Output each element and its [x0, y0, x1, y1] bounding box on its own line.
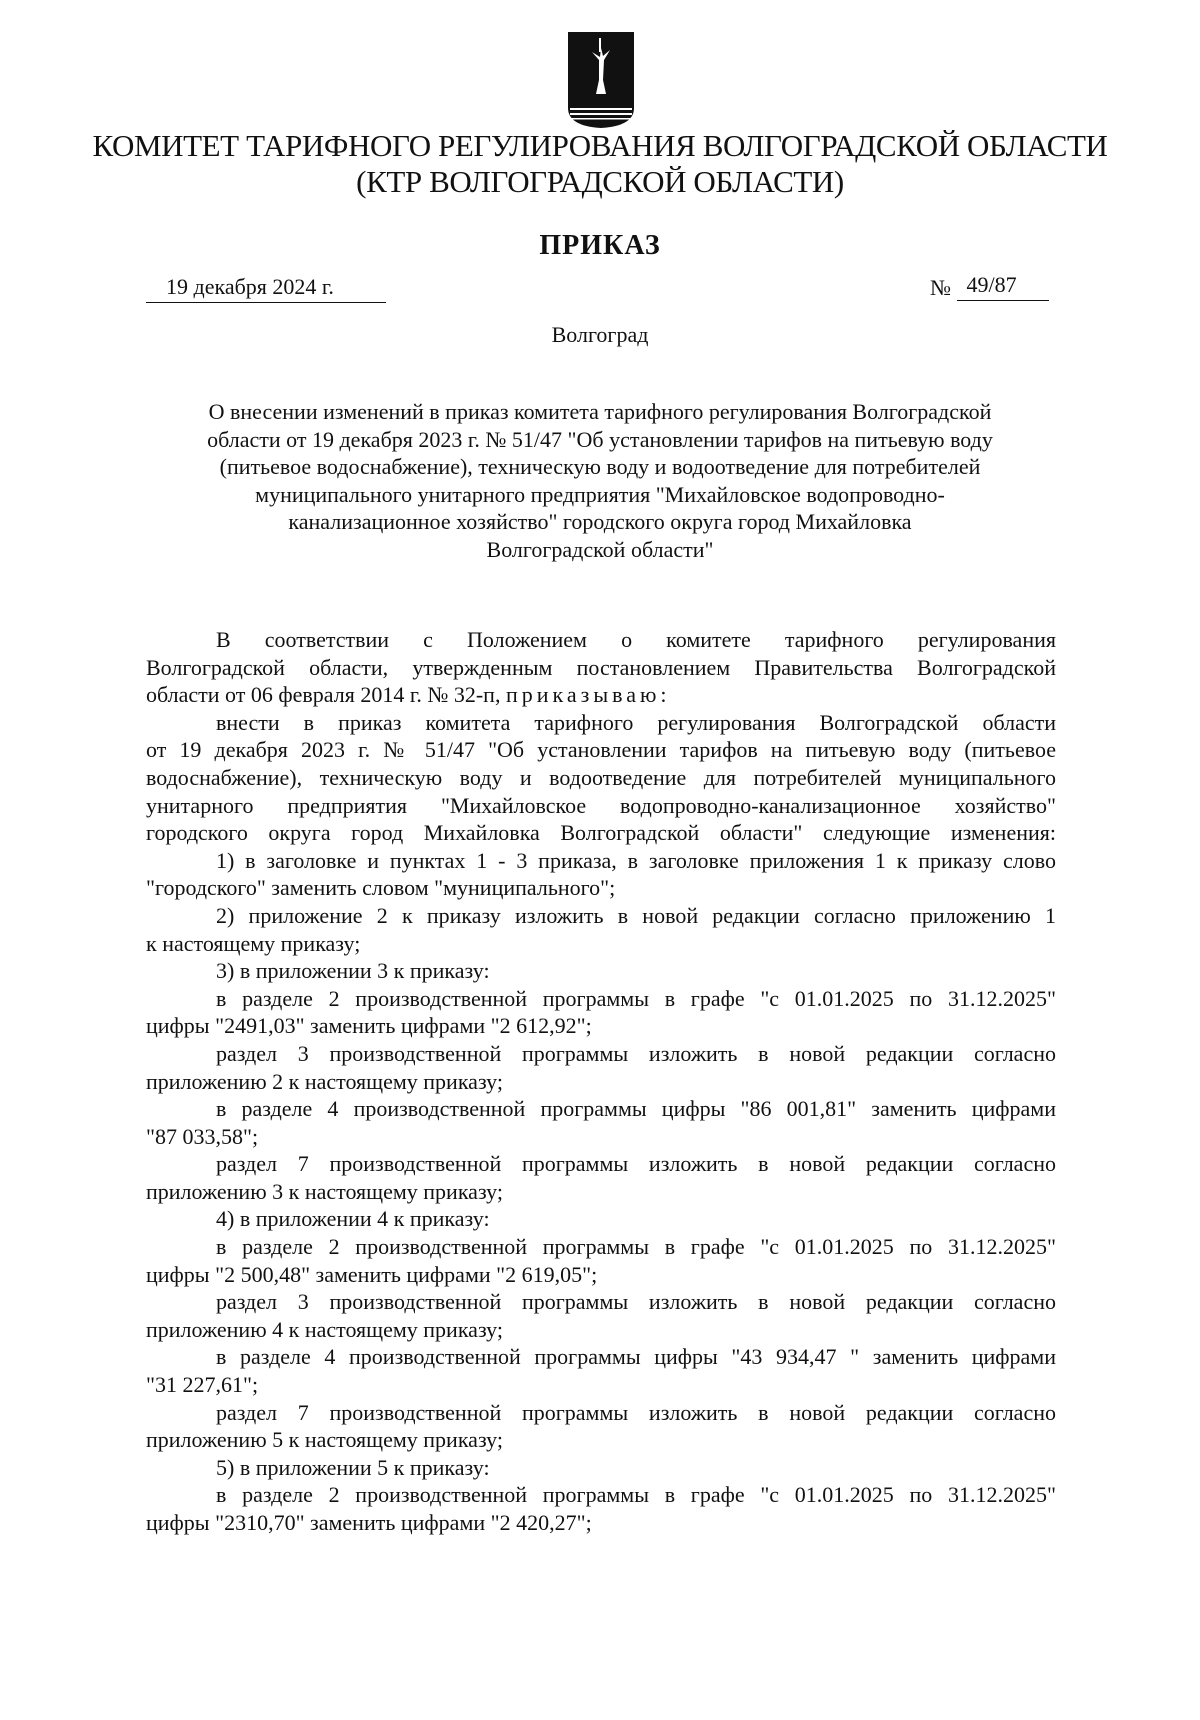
document-date: 19 декабря 2024 г.	[146, 274, 386, 303]
body-line: "городского" заменить словом "муниципального";	[146, 875, 616, 901]
body-line: унитарного предприятия "Михайловское водопроводно-канализационное хозяйство"	[146, 792, 1056, 818]
body-line: "31 227,61";	[146, 1372, 259, 1398]
body-line: "87 033,58";	[146, 1123, 259, 1149]
body-line	[146, 681, 1056, 709]
subject-line: области от 19 декабря 2023 г. № 51/47 "Об установлении тарифов на питьевую воду	[207, 426, 993, 452]
organization-name: КОМИТЕТ ТАРИФНОГО РЕГУЛИРОВАНИЯ ВОЛГОГРАДСКОЙ ОБЛАСТИ	[92, 128, 1108, 163]
body-line: приложению 5 к настоящему приказу;	[146, 1427, 503, 1453]
body-line: 5) в приложении 5 к приказу:	[216, 1454, 490, 1480]
number-sign: №	[930, 275, 951, 300]
body-line: раздел 3 производственной программы изложить в новой редакции согласно	[216, 1040, 1056, 1066]
body-line: раздел 7 производственной программы изложить в новой редакции согласно	[216, 1151, 1056, 1177]
document-number: 49/87	[957, 272, 1049, 301]
document-type-title: ПРИКАЗ	[539, 230, 661, 261]
body-line: Волгоградской области, утвержденным постановлением Правительства Волгоградской	[146, 654, 1056, 680]
volgograd-coat-of-arms-icon	[566, 30, 636, 130]
document-body	[146, 626, 1056, 1537]
subject-line: муниципального унитарного предприятия "Михайловское водопроводно-	[255, 481, 945, 507]
body-line: 3) в приложении 3 к приказу:	[216, 958, 490, 984]
body-line: в разделе 2 производственной программы в графе "с 01.01.2025 по 31.12.2025"	[216, 985, 1056, 1011]
body-line: в разделе 4 производственной программы цифры "43 934,47 " заменить цифрами	[216, 1344, 1056, 1370]
body-line: приложению 2 к настоящему приказу;	[146, 1068, 503, 1094]
body-line: В соответствии с Положением о комитете тарифного регулирования	[216, 627, 1056, 652]
body-line: приложению 4 к настоящему приказу;	[146, 1316, 503, 1342]
body-line: от 19 декабря 2023 г. № 51/47 "Об установлении тарифов на питьевую воду (питьевое	[146, 737, 1056, 763]
body-line: цифры "2310,70" заменить цифрами "2 420,27";	[146, 1510, 592, 1535]
body-line: приложению 3 к настоящему приказу;	[146, 1178, 503, 1204]
body-line: к настоящему приказу;	[146, 930, 361, 956]
body-line: раздел 3 производственной программы изложить в новой редакции согласно	[216, 1289, 1056, 1315]
order-keyword: приказываю:	[505, 682, 671, 708]
body-line: раздел 7 производственной программы изложить в новой редакции согласно	[216, 1399, 1056, 1425]
subject-line: Волгоградской области"	[486, 536, 714, 562]
body-line: в разделе 4 производственной программы цифры "86 001,81" заменить цифрами	[216, 1096, 1056, 1122]
body-line: внести в приказ комитета тарифного регулирования Волгоградской области	[216, 709, 1056, 735]
body-line: 4) в приложении 4 к приказу:	[216, 1206, 490, 1232]
body-line: 1) в заголовке и пунктах 1 - 3 приказа, в заголовке приложения 1 к приказу слово	[216, 847, 1056, 873]
body-line: в разделе 2 производственной программы в графе "с 01.01.2025 по 31.12.2025"	[216, 1234, 1056, 1260]
body-line: городского округа город Михайловка Волгоградской области" следующие изменения:	[146, 820, 1056, 846]
body-line: в разделе 2 производственной программы в графе "с 01.01.2025 по 31.12.2025"	[216, 1482, 1056, 1508]
body-line: цифры "2 500,48" заменить цифрами "2 619,05";	[146, 1261, 598, 1287]
document-number-block	[930, 272, 1049, 301]
subject-line: О внесении изменений в приказ комитета тарифного регулирования Волгоградской	[208, 399, 992, 424]
document-subject	[150, 398, 1050, 563]
body-line: цифры "2491,03" заменить цифрами "2 612,92";	[146, 1013, 592, 1039]
subject-line: канализационное хозяйство" городского округа город Михайловка	[288, 509, 912, 534]
body-line: 2) приложение 2 к приказу изложить в новой редакции согласно приложению 1	[216, 902, 1056, 928]
subject-line: (питьевое водоснабжение), техническую воду и водоотведение для потребителей	[219, 454, 981, 479]
body-line: водоснабжение), техническую воду и водоотведение для потребителей муниципального	[146, 764, 1056, 790]
organization-abbreviation: (КТР ВОЛГОГРАДСКОЙ ОБЛАСТИ)	[356, 164, 844, 199]
body-text: области от 06 февраля 2014 г. № 32-п,	[146, 682, 506, 708]
document-city: Волгоград	[551, 322, 649, 347]
